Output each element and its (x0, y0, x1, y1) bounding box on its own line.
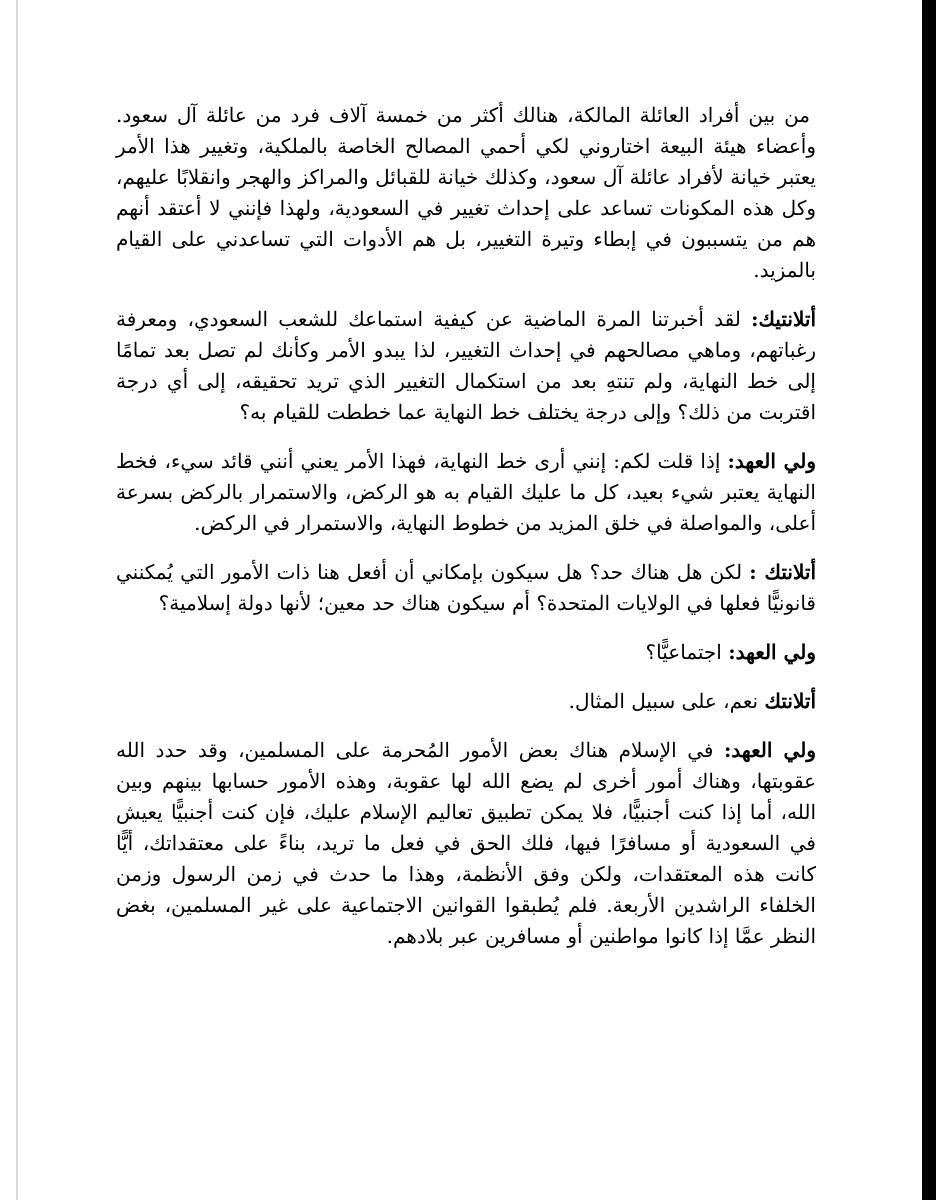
interview-transcript (116, 100, 816, 970)
paragraph-text: اجتماعيًّا؟ (645, 640, 729, 664)
page-left-border (16, 0, 18, 1200)
speaker-label-atlantic: أتلانتك (764, 689, 816, 713)
speaker-label-crown-prince: ولي العهد: (727, 449, 816, 473)
paragraph-text: من بين أفراد العائلة المالكة، هنالك أكثر من خمسة آلاف فرد من عائلة آل سعود. وأعضاء هيئة البيعة اختاروني لكي أحمي المصالح الخاصة بالملكية، وتغيير هذا الأمر يعتبر خيانة لأفراد عائلة آل سعود، وكذلك خيانة للقبائل والمراكز والهجر وانقلابًا عليهم، وكل هذه المكونات تساعد على إحداث تغيير في السعودية، ولهذا فإنني لا أعتقد أنهم هم من يتسببون في إبطاء وتيرة التغيير، بل هم الأدوات التي تساعدني على القيام بالمزيد. (116, 103, 816, 282)
transcript-paragraph-2 (116, 304, 816, 428)
transcript-paragraph-3 (116, 446, 816, 539)
page-right-border (922, 0, 936, 1200)
paragraph-text: في الإسلام هناك بعض الأمور المُحرمة على المسلمين، وقد حدد الله عقوبتها، وهناك أمور أخرى لم يضع الله لها عقوبة، وهذه الأمور حسابها بينهم وبين الله، أما إذا كنت أجنبيًّا، فلا يمكن تطبيق تعاليم الإسلام عليك، فإن كنت أجنبيًّا يعيش في السعودية أو مسافرًا فيها، فلك الحق في فعل ما تريد، بناءً على معتقداتك، أيًّا كانت هذه المعتقدات، ولكن وفق الأنظمة، وهذا ما حدث في زمن الرسول وزمن الخلفاء الراشدين الأربعة. فلم يُطبقوا القوانين الاجتماعية على غير المسلمين، بغض النظر عمَّا إذا كانوا مواطنين أو مسافرين عبر بلادهم. (116, 738, 816, 948)
transcript-paragraph-4 (116, 557, 816, 619)
paragraph-text: إذا قلت لكم: إنني أرى خط النهاية، فهذا الأمر يعني أنني قائد سيء، فخط النهاية يعتبر شيء بعيد، كل ما عليك القيام به هو الركض، والاستمرار بالركض بسرعة أعلى، والمواصلة في خلق المزيد من خطوط النهاية، والاستمرار في الركض. (116, 449, 816, 535)
speaker-label-atlantic: أتلانتيك: (751, 307, 816, 331)
transcript-paragraph-1 (116, 100, 816, 286)
speaker-label-atlantic: أتلانتك : (749, 560, 816, 584)
paragraph-text: لقد أخبرتنا المرة الماضية عن كيفية استماعك للشعب السعودي، ومعرفة رغباتهم، وماهي مصالحهم في إحداث التغيير، لذا يبدو الأمر وكأنك لم تصل بعد تمامًا إلى خط النهاية، ولم تنتهِ بعد من استكمال التغيير الذي تريد تحقيقه، إلى أي درجة اقتربت من ذلك؟ وإلى درجة يختلف خط النهاية عما خططت للقيام به؟ (116, 307, 816, 424)
transcript-paragraph-7 (116, 735, 816, 952)
transcript-paragraph-5 (116, 637, 816, 668)
transcript-paragraph-6 (116, 686, 816, 717)
speaker-label-crown-prince: ولي العهد: (728, 640, 816, 664)
paragraph-text: نعم، على سبيل المثال. (568, 689, 765, 713)
speaker-label-crown-prince: ولي العهد: (724, 738, 816, 762)
paragraph-text: لكن هل هناك حد؟ هل سيكون بإمكاني أن أفعل هنا ذات الأمور التي يُمكنني قانونيًّا فعلها في الولايات المتحدة؟ أم سيكون هناك حد معين؛ لأنها دولة إسلامية؟ (116, 560, 816, 615)
